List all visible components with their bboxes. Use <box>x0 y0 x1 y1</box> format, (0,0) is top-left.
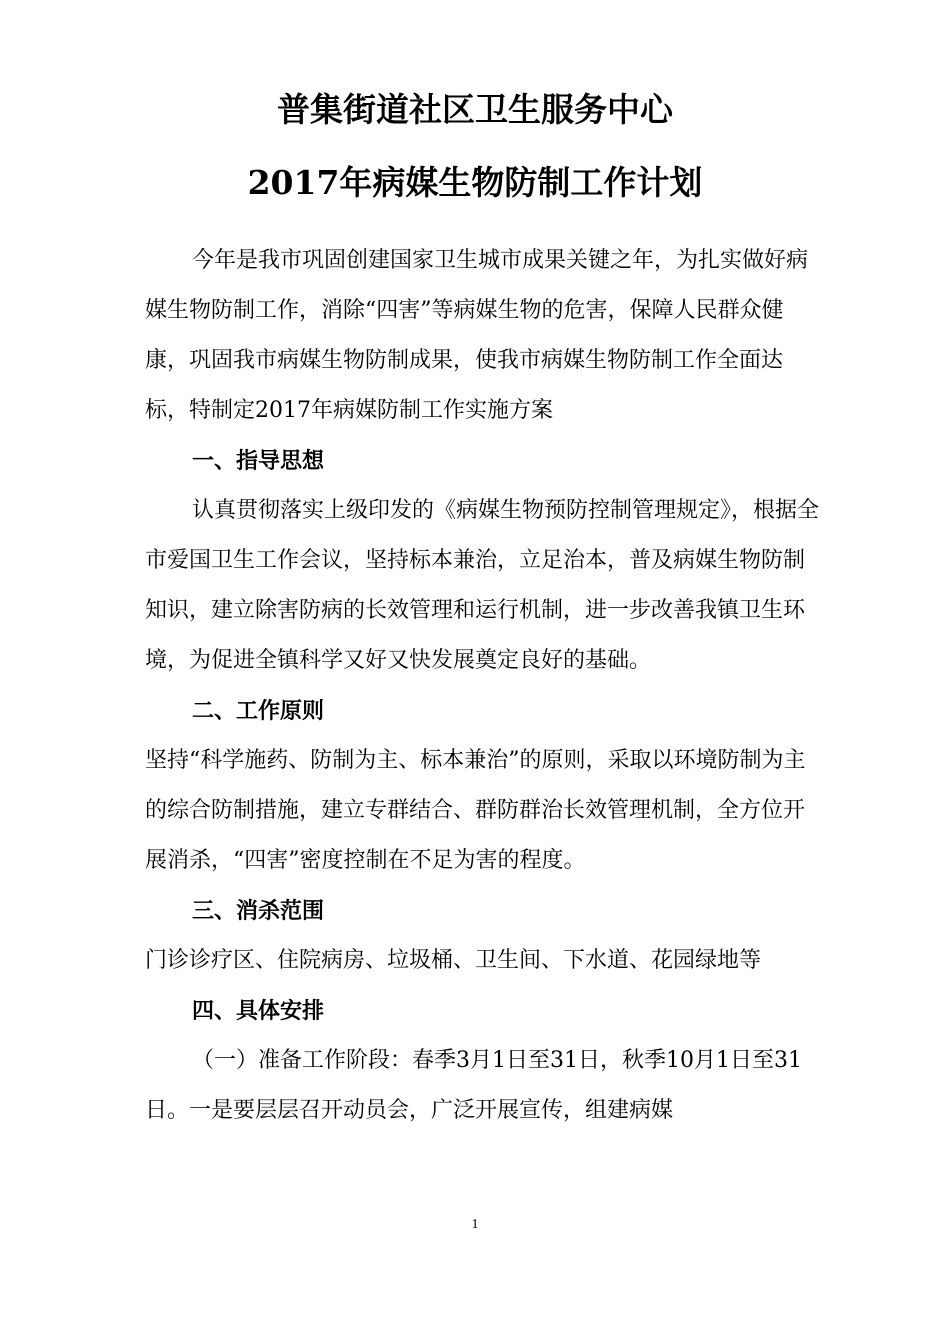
section-text-specific-arrangements: （一）准备工作阶段：春季3月1日至31日，秋季10月1日至31日。一是要层层召开动员会，广泛开展宣传，组建病媒 <box>145 1048 802 1123</box>
section-heading-specific-arrangements: 四、具体安排 <box>192 998 325 1024</box>
document-body <box>145 236 825 1136</box>
page-number: 1 <box>471 1217 479 1232</box>
intro-paragraph: 今年是我市巩固创建国家卫生城市成果关键之年，为扎实做好病媒生物防制工作，消除“四害”等病媒生物的危害，保障人民群众健康，巩固我市病媒生物防制成果，使我市病媒生物防制工作全面达标，特制定2017年病媒防制工作实施方案 <box>145 248 809 423</box>
section-text-disinfection-scope: 门诊诊疗区、住院病房、垃圾桶、卫生间、下水道、花园绿地等 <box>145 948 762 973</box>
document-title-line-2: 2017年病媒生物防制工作计划 <box>247 163 703 202</box>
section-text-guiding-ideology: 认真贯彻落实上级印发的《病媒生物预防控制管理规定》，根据全市爱国卫生工作会议，坚持标本兼治，立足治本，普及病媒生物防制知识，建立除害防病的长效管理和运行机制，进一步改善我镇卫生环境，为促进全镇科学又好又快发展奠定良好的基础。 <box>145 498 820 673</box>
section-text-work-principles: 坚持“科学施药、防制为主、标本兼治”的原则，采取以环境防制为主的综合防制措施，建立专群结合、群防群治长效管理机制，全方位开展消杀，“四害”密度控制在不足为害的程度。 <box>145 748 806 873</box>
section-heading-disinfection-scope: 三、消杀范围 <box>192 898 325 924</box>
section-heading-work-principles: 二、工作原则 <box>192 698 325 724</box>
document-title-line-1: 普集街道社区卫生服务中心 <box>277 90 673 129</box>
section-heading-guiding-ideology: 一、指导思想 <box>192 448 325 474</box>
